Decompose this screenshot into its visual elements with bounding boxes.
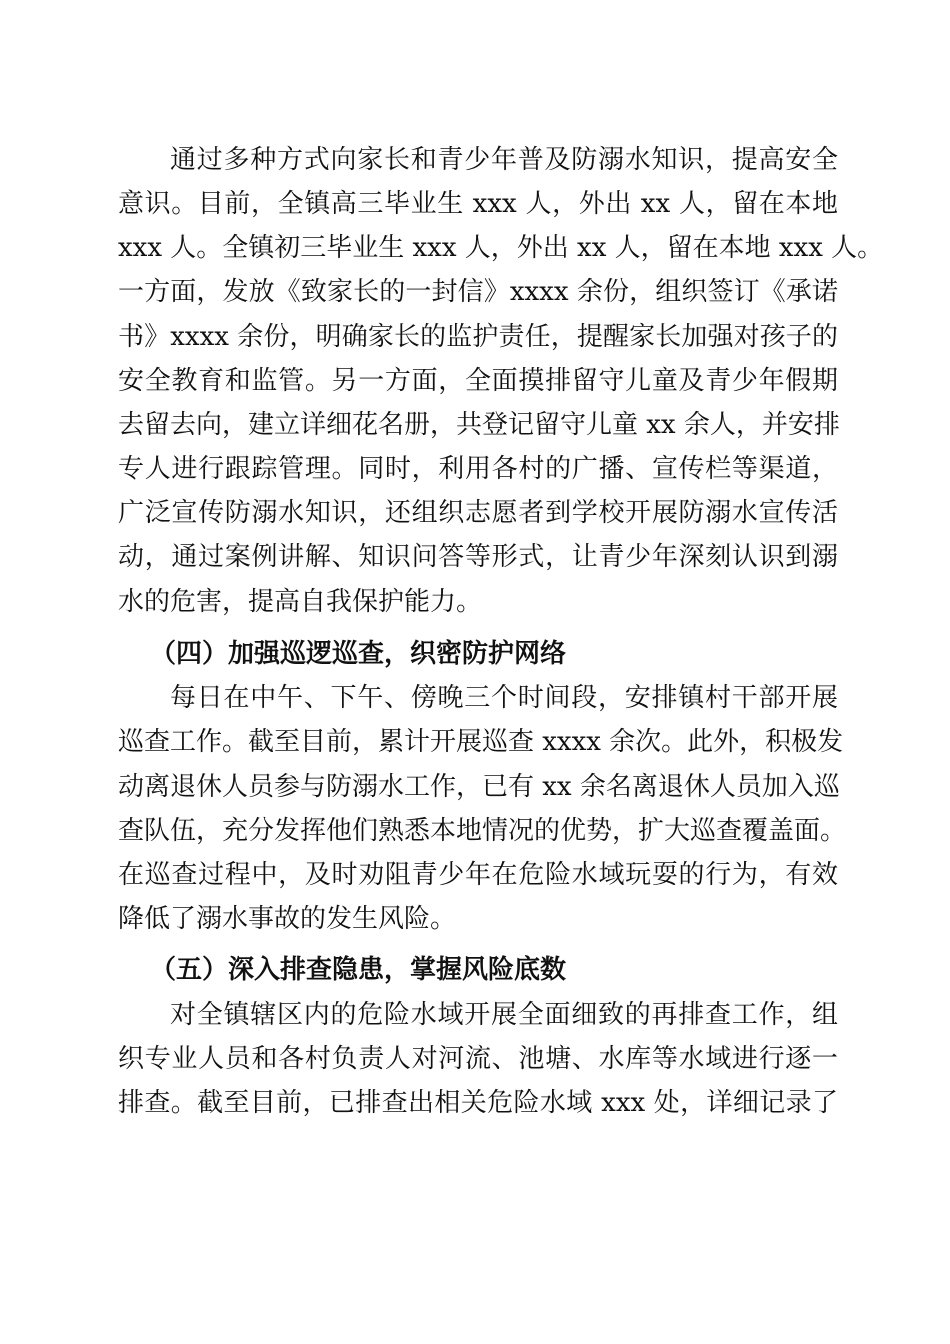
- paragraph-line: 动离退休人员参与防溺水工作，已有 xx 余名离退休人员加入巡: [118, 772, 840, 802]
- paragraph-line: 织专业人员和各村负责人对河流、池塘、水库等水域进行逐一: [118, 1044, 838, 1074]
- section-heading-5: （五）深入排查隐患，掌握风险底数: [150, 955, 567, 985]
- section-heading-4: （四）加强巡逻巡查，织密防护网络: [150, 639, 567, 669]
- paragraph-line: 巡查工作。截至目前，累计开展巡查 xxxx 余次。此外，积极发: [118, 727, 844, 757]
- paragraph-line: 专人进行跟踪管理。同时，利用各村的广播、宣传栏等渠道，: [118, 454, 838, 484]
- paragraph-line: 在巡查过程中，及时劝阻青少年在危险水域玩耍的行为，有效: [118, 860, 838, 890]
- paragraph-line: 排查。截至目前，已排查出相关危险水域 xxx 处，详细记录了: [118, 1088, 838, 1118]
- paragraph-line: 降低了溺水事故的发生风险。: [118, 904, 457, 934]
- paragraph-line: 书》xxxx 余份，明确家长的监护责任，提醒家长加强对孩子的: [118, 322, 838, 352]
- paragraph-line: 广泛宣传防溺水知识，还组织志愿者到学校开展防溺水宣传活: [118, 498, 838, 528]
- paragraph-line: 查队伍，充分发挥他们熟悉本地情况的优势，扩大巡查覆盖面。: [118, 816, 847, 846]
- paragraph-line: 一方面，发放《致家长的一封信》xxxx 余份，组织签订《承诺: [118, 277, 838, 307]
- paragraph-line: 对全镇辖区内的危险水域开展全面细致的再排查工作，组: [170, 1000, 838, 1030]
- paragraph-line: 意识。目前，全镇高三毕业生 xxx 人，外出 xx 人，留在本地: [118, 189, 838, 219]
- paragraph-line: 去留去向，建立详细花名册，共登记留守儿童 xx 余人，并安排: [118, 410, 840, 440]
- paragraph-line: xxx 人。全镇初三毕业生 xxx 人，外出 xx 人，留在本地 xxx 人。: [118, 233, 884, 263]
- paragraph-line: 水的危害，提高自我保护能力。: [118, 587, 483, 617]
- paragraph-line: 每日在中午、下午、傍晚三个时间段，安排镇村干部开展: [170, 683, 838, 713]
- paragraph-line: 动，通过案例讲解、知识问答等形式，让青少年深刻认识到溺: [118, 542, 838, 572]
- paragraph-line: 安全教育和监管。另一方面，全面摸排留守儿童及青少年假期: [118, 366, 838, 396]
- paragraph-line: 通过多种方式向家长和青少年普及防溺水知识，提高安全: [170, 145, 838, 175]
